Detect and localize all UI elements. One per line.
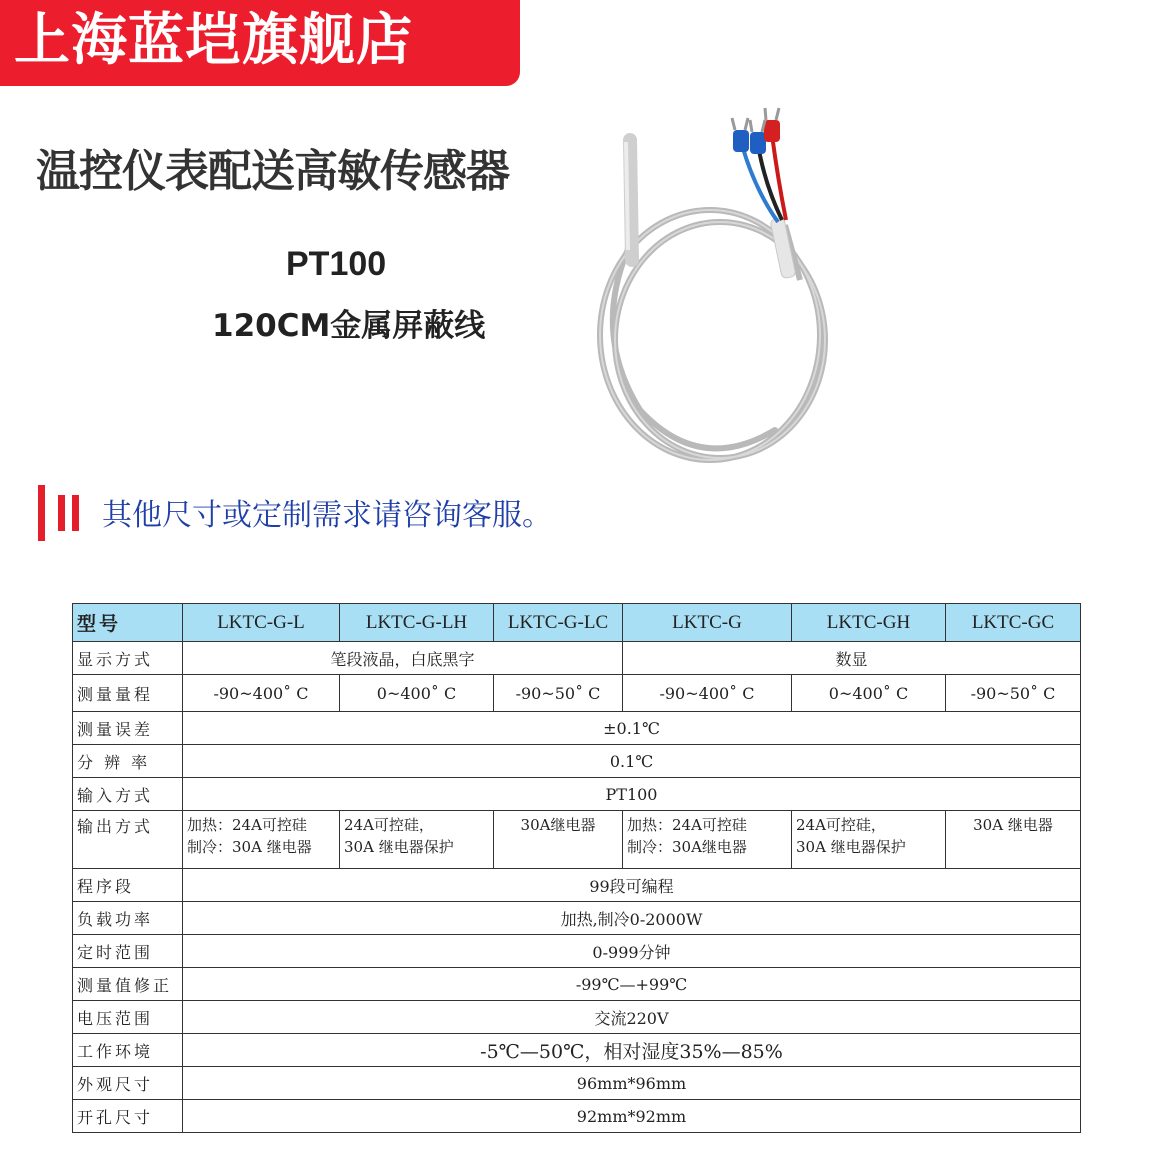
cell: -90~50˚ C (946, 675, 1081, 712)
row-label: 分 辨 率 (73, 745, 183, 778)
row-label: 负载功率 (73, 902, 183, 935)
cell-line: 30A 继电器保护 (344, 838, 454, 856)
model-header: LKTC-G-LH (340, 604, 494, 642)
table-row (73, 778, 1081, 811)
spec-table (72, 603, 1081, 1133)
row-label: 测量量程 (73, 675, 183, 712)
cell: 0.1℃ (183, 745, 1081, 778)
table-row (73, 968, 1081, 1001)
cell (792, 811, 946, 869)
cell: 加热,制冷0-2000W (183, 902, 1081, 935)
sensor-model: PT100 (286, 245, 387, 283)
table-row (73, 811, 1081, 869)
sensor-photo (560, 100, 900, 480)
row-label: 显示方式 (73, 642, 183, 675)
cell: -90~400˚ C (623, 675, 792, 712)
cell (494, 811, 623, 869)
cell: 99段可编程 (183, 869, 1081, 902)
cell (340, 811, 494, 869)
header-label: 型号 (73, 604, 183, 642)
table-row (73, 642, 1081, 675)
store-banner (0, 0, 520, 86)
cell-line: 加热：24A可控硅 (187, 816, 307, 834)
cell: 0-999分钟 (183, 935, 1081, 968)
headline: 温控仪表配送高敏传感器 (36, 146, 509, 197)
cell-line: 24A可控硅， (796, 816, 886, 834)
store-name: 上海蓝垲旗舰店 (14, 8, 413, 73)
cell: 92mm*92mm (183, 1100, 1081, 1133)
notice-marker (38, 485, 88, 545)
cell: 96mm*96mm (183, 1067, 1081, 1100)
cell: 数显 (623, 642, 1081, 675)
table-header-row (73, 604, 1081, 642)
table-row (73, 745, 1081, 778)
cell: 交流220V (183, 1001, 1081, 1034)
cell: 0~400˚ C (340, 675, 494, 712)
row-label: 外观尺寸 (73, 1067, 183, 1100)
row-label: 程序段 (73, 869, 183, 902)
model-header: LKTC-G-LC (494, 604, 623, 642)
cell-line: 30A继电器 (520, 816, 596, 834)
cell (946, 811, 1081, 869)
row-label: 工作环境 (73, 1034, 183, 1067)
row-label: 开孔尺寸 (73, 1100, 183, 1133)
model-header: LKTC-G (623, 604, 792, 642)
row-label: 输入方式 (73, 778, 183, 811)
cell-line: 加热：24A可控硅 (627, 816, 747, 834)
cell (183, 811, 340, 869)
table-row (73, 712, 1081, 745)
cell-line: 24A可控硅， (344, 816, 434, 834)
row-label: 电压范围 (73, 1001, 183, 1034)
cell-line: 制冷：30A继电器 (627, 838, 747, 856)
cell (623, 811, 792, 869)
cell: ±0.1℃ (183, 712, 1081, 745)
table-row (73, 935, 1081, 968)
table-row (73, 675, 1081, 712)
model-header: LKTC-G-L (183, 604, 340, 642)
cell: 笔段液晶，白底黑字 (183, 642, 623, 675)
row-label: 输出方式 (73, 811, 183, 869)
cell: PT100 (183, 778, 1081, 811)
table-row (73, 1100, 1081, 1133)
cell: -5℃—50℃，相对湿度35%—85% (183, 1034, 1081, 1067)
cell: -90~50˚ C (494, 675, 623, 712)
cell: 0~400˚ C (792, 675, 946, 712)
cell-line: 30A 继电器保护 (796, 838, 906, 856)
row-label: 测量误差 (73, 712, 183, 745)
cell-line: 制冷：30A 继电器 (187, 838, 312, 856)
table-row (73, 902, 1081, 935)
cell-line: 30A 继电器 (973, 816, 1053, 834)
cell: -90~400˚ C (183, 675, 340, 712)
cell: -99℃—+99℃ (183, 968, 1081, 1001)
notice-text: 其他尺寸或定制需求请咨询客服。 (102, 498, 552, 533)
sensor-cable: 120CM金属屏蔽线 (212, 308, 486, 344)
row-label: 测量值修正 (73, 968, 183, 1001)
model-header: LKTC-GC (946, 604, 1081, 642)
model-header: LKTC-GH (792, 604, 946, 642)
table-row (73, 1034, 1081, 1067)
row-label: 定时范围 (73, 935, 183, 968)
table-row (73, 1067, 1081, 1100)
table-row (73, 869, 1081, 902)
table-row (73, 1001, 1081, 1034)
